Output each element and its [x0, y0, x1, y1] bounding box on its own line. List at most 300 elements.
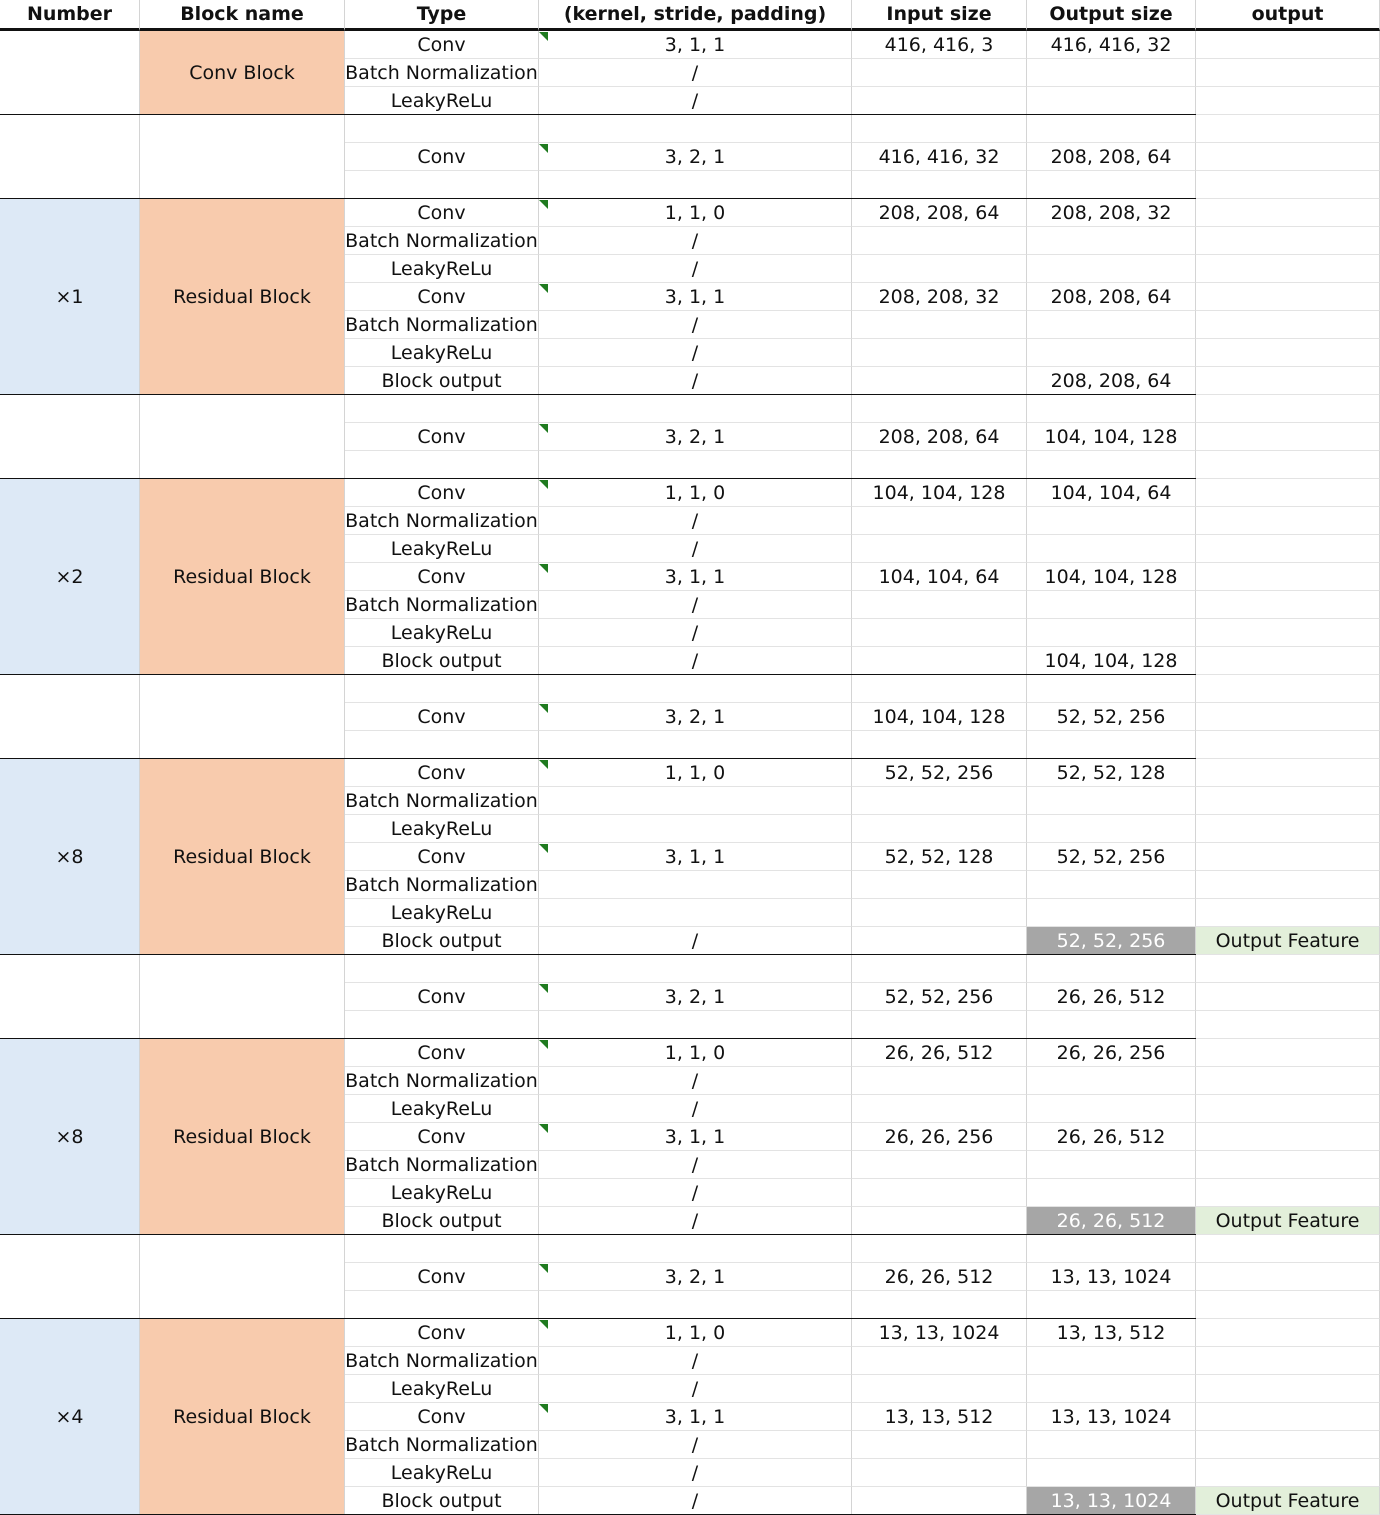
- input-size-cell[interactable]: [852, 367, 1027, 395]
- layer-type-cell[interactable]: LeakyReLu: [345, 815, 539, 843]
- output-feature-cell[interactable]: [1196, 1319, 1380, 1347]
- input-size-cell[interactable]: [852, 115, 1027, 143]
- block-name-cell[interactable]: [140, 395, 345, 479]
- output-feature-cell[interactable]: [1196, 843, 1380, 871]
- output-feature-cell[interactable]: [1196, 1347, 1380, 1375]
- layer-type-cell[interactable]: LeakyReLu: [345, 1179, 539, 1207]
- output-size-cell[interactable]: [1027, 1347, 1196, 1375]
- kernel-stride-padding-cell[interactable]: /: [539, 1207, 852, 1235]
- layer-type-cell[interactable]: Conv: [345, 703, 539, 731]
- output-feature-cell[interactable]: Output Feature: [1196, 927, 1380, 955]
- comment-indicator-icon[interactable]: [539, 1404, 548, 1413]
- output-feature-cell[interactable]: [1196, 31, 1380, 59]
- output-size-cell[interactable]: [1027, 731, 1196, 759]
- layer-type-cell[interactable]: [345, 451, 539, 479]
- output-size-cell[interactable]: [1027, 507, 1196, 535]
- output-feature-cell[interactable]: [1196, 395, 1380, 423]
- kernel-stride-padding-cell[interactable]: /: [539, 619, 852, 647]
- comment-indicator-icon[interactable]: [539, 1040, 548, 1049]
- layer-type-cell[interactable]: Block output: [345, 647, 539, 675]
- output-feature-cell[interactable]: [1196, 731, 1380, 759]
- comment-indicator-icon[interactable]: [539, 564, 548, 573]
- output-size-cell[interactable]: 208, 208, 64: [1027, 283, 1196, 311]
- kernel-stride-padding-cell[interactable]: /: [539, 1375, 852, 1403]
- kernel-stride-padding-cell[interactable]: 3, 2, 1: [539, 983, 852, 1011]
- kernel-stride-padding-cell[interactable]: 3, 2, 1: [539, 423, 852, 451]
- input-size-cell[interactable]: [852, 871, 1027, 899]
- kernel-stride-padding-cell[interactable]: /: [539, 507, 852, 535]
- input-size-cell[interactable]: 104, 104, 128: [852, 479, 1027, 507]
- output-size-cell[interactable]: [1027, 1431, 1196, 1459]
- output-feature-cell[interactable]: [1196, 619, 1380, 647]
- output-size-cell[interactable]: [1027, 311, 1196, 339]
- block-name-cell[interactable]: [140, 115, 345, 199]
- input-size-cell[interactable]: 208, 208, 64: [852, 199, 1027, 227]
- input-size-cell[interactable]: [852, 339, 1027, 367]
- input-size-cell[interactable]: [852, 535, 1027, 563]
- input-size-cell[interactable]: [852, 1487, 1027, 1515]
- output-feature-cell[interactable]: [1196, 339, 1380, 367]
- comment-indicator-icon[interactable]: [539, 984, 548, 993]
- layer-type-cell[interactable]: LeakyReLu: [345, 1459, 539, 1487]
- layer-type-cell[interactable]: Batch Normalization: [345, 59, 539, 87]
- header-output-size[interactable]: Output size: [1027, 0, 1196, 31]
- block-name-cell[interactable]: [140, 1235, 345, 1319]
- block-name-cell[interactable]: [140, 675, 345, 759]
- kernel-stride-padding-cell[interactable]: 3, 1, 1: [539, 31, 852, 59]
- block-name-cell[interactable]: Residual Block: [140, 479, 345, 675]
- comment-indicator-icon[interactable]: [539, 844, 548, 853]
- output-feature-cell[interactable]: [1196, 1011, 1380, 1039]
- kernel-stride-padding-cell[interactable]: /: [539, 647, 852, 675]
- kernel-stride-padding-cell[interactable]: /: [539, 927, 852, 955]
- output-size-cell[interactable]: [1027, 1095, 1196, 1123]
- output-feature-cell[interactable]: [1196, 423, 1380, 451]
- layer-type-cell[interactable]: Conv: [345, 1319, 539, 1347]
- block-name-cell[interactable]: Residual Block: [140, 199, 345, 395]
- kernel-stride-padding-cell[interactable]: 3, 1, 1: [539, 283, 852, 311]
- kernel-stride-padding-cell[interactable]: /: [539, 1431, 852, 1459]
- output-feature-cell[interactable]: [1196, 983, 1380, 1011]
- layer-type-cell[interactable]: Batch Normalization: [345, 1151, 539, 1179]
- header-params[interactable]: (kernel, stride, padding): [539, 0, 852, 31]
- kernel-stride-padding-cell[interactable]: /: [539, 535, 852, 563]
- block-number-cell[interactable]: ×8: [0, 1039, 140, 1235]
- output-size-cell[interactable]: 13, 13, 1024: [1027, 1487, 1196, 1515]
- layer-type-cell[interactable]: Batch Normalization: [345, 1067, 539, 1095]
- layer-type-cell[interactable]: LeakyReLu: [345, 339, 539, 367]
- layer-type-cell[interactable]: Block output: [345, 367, 539, 395]
- comment-indicator-icon[interactable]: [539, 424, 548, 433]
- output-size-cell[interactable]: 26, 26, 256: [1027, 1039, 1196, 1067]
- layer-type-cell[interactable]: [345, 1235, 539, 1263]
- input-size-cell[interactable]: [852, 1431, 1027, 1459]
- output-size-cell[interactable]: [1027, 1235, 1196, 1263]
- output-size-cell[interactable]: 13, 13, 512: [1027, 1319, 1196, 1347]
- output-feature-cell[interactable]: [1196, 1123, 1380, 1151]
- output-feature-cell[interactable]: [1196, 759, 1380, 787]
- header-type[interactable]: Type: [345, 0, 539, 31]
- output-size-cell[interactable]: [1027, 227, 1196, 255]
- layer-type-cell[interactable]: Conv: [345, 143, 539, 171]
- kernel-stride-padding-cell[interactable]: 3, 2, 1: [539, 703, 852, 731]
- input-size-cell[interactable]: 104, 104, 64: [852, 563, 1027, 591]
- output-feature-cell[interactable]: [1196, 283, 1380, 311]
- kernel-stride-padding-cell[interactable]: [539, 815, 852, 843]
- input-size-cell[interactable]: 52, 52, 256: [852, 983, 1027, 1011]
- input-size-cell[interactable]: [852, 647, 1027, 675]
- comment-indicator-icon[interactable]: [539, 704, 548, 713]
- output-size-cell[interactable]: 104, 104, 64: [1027, 479, 1196, 507]
- input-size-cell[interactable]: [852, 591, 1027, 619]
- comment-indicator-icon[interactable]: [539, 1124, 548, 1133]
- layer-type-cell[interactable]: Conv: [345, 1403, 539, 1431]
- output-size-cell[interactable]: 208, 208, 64: [1027, 143, 1196, 171]
- layer-type-cell[interactable]: LeakyReLu: [345, 1095, 539, 1123]
- output-size-cell[interactable]: 52, 52, 256: [1027, 843, 1196, 871]
- output-size-cell[interactable]: [1027, 955, 1196, 983]
- kernel-stride-padding-cell[interactable]: 3, 1, 1: [539, 843, 852, 871]
- input-size-cell[interactable]: [852, 1151, 1027, 1179]
- output-feature-cell[interactable]: [1196, 59, 1380, 87]
- kernel-stride-padding-cell[interactable]: 1, 1, 0: [539, 479, 852, 507]
- output-size-cell[interactable]: [1027, 171, 1196, 199]
- input-size-cell[interactable]: [852, 1375, 1027, 1403]
- output-size-cell[interactable]: 416, 416, 32: [1027, 31, 1196, 59]
- kernel-stride-padding-cell[interactable]: /: [539, 591, 852, 619]
- kernel-stride-padding-cell[interactable]: [539, 955, 852, 983]
- kernel-stride-padding-cell[interactable]: /: [539, 59, 852, 87]
- output-feature-cell[interactable]: [1196, 787, 1380, 815]
- layer-type-cell[interactable]: Batch Normalization: [345, 1347, 539, 1375]
- output-feature-cell[interactable]: [1196, 703, 1380, 731]
- input-size-cell[interactable]: 52, 52, 128: [852, 843, 1027, 871]
- output-feature-cell[interactable]: [1196, 227, 1380, 255]
- layer-type-cell[interactable]: Batch Normalization: [345, 507, 539, 535]
- input-size-cell[interactable]: [852, 1067, 1027, 1095]
- output-size-cell[interactable]: 26, 26, 512: [1027, 1123, 1196, 1151]
- output-feature-cell[interactable]: [1196, 815, 1380, 843]
- output-feature-cell[interactable]: [1196, 1067, 1380, 1095]
- kernel-stride-padding-cell[interactable]: /: [539, 367, 852, 395]
- output-feature-cell[interactable]: [1196, 955, 1380, 983]
- kernel-stride-padding-cell[interactable]: [539, 787, 852, 815]
- block-name-cell[interactable]: [140, 955, 345, 1039]
- layer-type-cell[interactable]: Batch Normalization: [345, 1431, 539, 1459]
- block-number-cell[interactable]: [0, 395, 140, 479]
- header-input-size[interactable]: Input size: [852, 0, 1027, 31]
- input-size-cell[interactable]: [852, 311, 1027, 339]
- output-size-cell[interactable]: [1027, 1011, 1196, 1039]
- output-feature-cell[interactable]: [1196, 507, 1380, 535]
- output-feature-cell[interactable]: [1196, 899, 1380, 927]
- output-feature-cell[interactable]: [1196, 1039, 1380, 1067]
- kernel-stride-padding-cell[interactable]: [539, 871, 852, 899]
- kernel-stride-padding-cell[interactable]: 1, 1, 0: [539, 1319, 852, 1347]
- kernel-stride-padding-cell[interactable]: /: [539, 1067, 852, 1095]
- input-size-cell[interactable]: 208, 208, 32: [852, 283, 1027, 311]
- kernel-stride-padding-cell[interactable]: /: [539, 1459, 852, 1487]
- output-feature-cell[interactable]: [1196, 563, 1380, 591]
- output-feature-cell[interactable]: [1196, 871, 1380, 899]
- layer-type-cell[interactable]: [345, 1011, 539, 1039]
- output-size-cell[interactable]: [1027, 59, 1196, 87]
- block-number-cell[interactable]: [0, 675, 140, 759]
- output-size-cell[interactable]: 208, 208, 32: [1027, 199, 1196, 227]
- kernel-stride-padding-cell[interactable]: [539, 1291, 852, 1319]
- layer-type-cell[interactable]: Conv: [345, 479, 539, 507]
- layer-type-cell[interactable]: Batch Normalization: [345, 311, 539, 339]
- block-name-cell[interactable]: Residual Block: [140, 759, 345, 955]
- header-output[interactable]: output: [1196, 0, 1380, 31]
- kernel-stride-padding-cell[interactable]: 3, 2, 1: [539, 1263, 852, 1291]
- input-size-cell[interactable]: [852, 1347, 1027, 1375]
- output-size-cell[interactable]: 13, 13, 1024: [1027, 1403, 1196, 1431]
- layer-type-cell[interactable]: Conv: [345, 1123, 539, 1151]
- layer-type-cell[interactable]: Batch Normalization: [345, 787, 539, 815]
- output-size-cell[interactable]: [1027, 115, 1196, 143]
- output-size-cell[interactable]: [1027, 815, 1196, 843]
- input-size-cell[interactable]: 416, 416, 32: [852, 143, 1027, 171]
- layer-type-cell[interactable]: Conv: [345, 1039, 539, 1067]
- layer-type-cell[interactable]: Conv: [345, 1263, 539, 1291]
- output-feature-cell[interactable]: [1196, 1403, 1380, 1431]
- kernel-stride-padding-cell[interactable]: [539, 675, 852, 703]
- kernel-stride-padding-cell[interactable]: 3, 1, 1: [539, 563, 852, 591]
- input-size-cell[interactable]: [852, 1011, 1027, 1039]
- layer-type-cell[interactable]: Conv: [345, 31, 539, 59]
- output-size-cell[interactable]: [1027, 1291, 1196, 1319]
- output-size-cell[interactable]: [1027, 787, 1196, 815]
- block-number-cell[interactable]: [0, 31, 140, 115]
- layer-type-cell[interactable]: Block output: [345, 927, 539, 955]
- input-size-cell[interactable]: [852, 1095, 1027, 1123]
- output-feature-cell[interactable]: [1196, 535, 1380, 563]
- layer-type-cell[interactable]: [345, 731, 539, 759]
- output-feature-cell[interactable]: [1196, 87, 1380, 115]
- input-size-cell[interactable]: 52, 52, 256: [852, 759, 1027, 787]
- input-size-cell[interactable]: [852, 1459, 1027, 1487]
- output-size-cell[interactable]: 104, 104, 128: [1027, 423, 1196, 451]
- output-feature-cell[interactable]: [1196, 479, 1380, 507]
- output-feature-cell[interactable]: [1196, 367, 1380, 395]
- output-feature-cell[interactable]: [1196, 1375, 1380, 1403]
- input-size-cell[interactable]: [852, 227, 1027, 255]
- kernel-stride-padding-cell[interactable]: [539, 1235, 852, 1263]
- output-size-cell[interactable]: [1027, 1151, 1196, 1179]
- input-size-cell[interactable]: [852, 731, 1027, 759]
- output-size-cell[interactable]: [1027, 675, 1196, 703]
- output-feature-cell[interactable]: [1196, 255, 1380, 283]
- kernel-stride-padding-cell[interactable]: /: [539, 1347, 852, 1375]
- layer-type-cell[interactable]: [345, 955, 539, 983]
- output-feature-cell[interactable]: [1196, 311, 1380, 339]
- output-size-cell[interactable]: 13, 13, 1024: [1027, 1263, 1196, 1291]
- kernel-stride-padding-cell[interactable]: [539, 1011, 852, 1039]
- output-size-cell[interactable]: [1027, 395, 1196, 423]
- output-size-cell[interactable]: 52, 52, 128: [1027, 759, 1196, 787]
- input-size-cell[interactable]: 416, 416, 3: [852, 31, 1027, 59]
- output-size-cell[interactable]: 104, 104, 128: [1027, 647, 1196, 675]
- input-size-cell[interactable]: [852, 255, 1027, 283]
- output-size-cell[interactable]: [1027, 619, 1196, 647]
- output-size-cell[interactable]: [1027, 339, 1196, 367]
- comment-indicator-icon[interactable]: [539, 144, 548, 153]
- kernel-stride-padding-cell[interactable]: 1, 1, 0: [539, 199, 852, 227]
- kernel-stride-padding-cell[interactable]: /: [539, 339, 852, 367]
- input-size-cell[interactable]: 26, 26, 512: [852, 1039, 1027, 1067]
- layer-type-cell[interactable]: Batch Normalization: [345, 227, 539, 255]
- kernel-stride-padding-cell[interactable]: 3, 2, 1: [539, 143, 852, 171]
- kernel-stride-padding-cell[interactable]: /: [539, 87, 852, 115]
- kernel-stride-padding-cell[interactable]: /: [539, 227, 852, 255]
- input-size-cell[interactable]: [852, 1235, 1027, 1263]
- layer-type-cell[interactable]: Conv: [345, 843, 539, 871]
- input-size-cell[interactable]: [852, 395, 1027, 423]
- input-size-cell[interactable]: [852, 927, 1027, 955]
- output-feature-cell[interactable]: [1196, 591, 1380, 619]
- layer-type-cell[interactable]: [345, 171, 539, 199]
- layer-type-cell[interactable]: Conv: [345, 983, 539, 1011]
- layer-type-cell[interactable]: LeakyReLu: [345, 87, 539, 115]
- output-feature-cell[interactable]: [1196, 647, 1380, 675]
- input-size-cell[interactable]: [852, 87, 1027, 115]
- output-feature-cell[interactable]: [1196, 1459, 1380, 1487]
- block-name-cell[interactable]: Residual Block: [140, 1039, 345, 1235]
- output-size-cell[interactable]: [1027, 451, 1196, 479]
- kernel-stride-padding-cell[interactable]: /: [539, 1487, 852, 1515]
- output-size-cell[interactable]: [1027, 1459, 1196, 1487]
- output-size-cell[interactable]: [1027, 1375, 1196, 1403]
- input-size-cell[interactable]: 26, 26, 512: [852, 1263, 1027, 1291]
- output-feature-cell[interactable]: [1196, 1179, 1380, 1207]
- output-feature-cell[interactable]: [1196, 1263, 1380, 1291]
- kernel-stride-padding-cell[interactable]: /: [539, 1095, 852, 1123]
- output-size-cell[interactable]: [1027, 1179, 1196, 1207]
- output-feature-cell[interactable]: [1196, 199, 1380, 227]
- output-feature-cell[interactable]: [1196, 675, 1380, 703]
- kernel-stride-padding-cell[interactable]: 1, 1, 0: [539, 1039, 852, 1067]
- input-size-cell[interactable]: [852, 1179, 1027, 1207]
- layer-type-cell[interactable]: LeakyReLu: [345, 619, 539, 647]
- kernel-stride-padding-cell[interactable]: /: [539, 1151, 852, 1179]
- block-number-cell[interactable]: [0, 1235, 140, 1319]
- input-size-cell[interactable]: [852, 619, 1027, 647]
- output-size-cell[interactable]: 208, 208, 64: [1027, 367, 1196, 395]
- kernel-stride-padding-cell[interactable]: [539, 395, 852, 423]
- output-feature-cell[interactable]: [1196, 1235, 1380, 1263]
- input-size-cell[interactable]: [852, 815, 1027, 843]
- layer-type-cell[interactable]: [345, 395, 539, 423]
- output-feature-cell[interactable]: Output Feature: [1196, 1207, 1380, 1235]
- layer-type-cell[interactable]: [345, 675, 539, 703]
- layer-type-cell[interactable]: Block output: [345, 1207, 539, 1235]
- layer-type-cell[interactable]: Batch Normalization: [345, 591, 539, 619]
- block-name-cell[interactable]: Residual Block: [140, 1319, 345, 1515]
- input-size-cell[interactable]: 208, 208, 64: [852, 423, 1027, 451]
- comment-indicator-icon[interactable]: [539, 284, 548, 293]
- layer-type-cell[interactable]: Conv: [345, 199, 539, 227]
- layer-type-cell[interactable]: [345, 115, 539, 143]
- input-size-cell[interactable]: [852, 1207, 1027, 1235]
- output-feature-cell[interactable]: [1196, 115, 1380, 143]
- output-feature-cell[interactable]: [1196, 143, 1380, 171]
- block-name-cell[interactable]: Conv Block: [140, 31, 345, 115]
- output-size-cell[interactable]: [1027, 591, 1196, 619]
- kernel-stride-padding-cell[interactable]: 1, 1, 0: [539, 759, 852, 787]
- block-number-cell[interactable]: [0, 955, 140, 1039]
- layer-type-cell[interactable]: Conv: [345, 563, 539, 591]
- input-size-cell[interactable]: [852, 451, 1027, 479]
- output-size-cell[interactable]: [1027, 255, 1196, 283]
- comment-indicator-icon[interactable]: [539, 760, 548, 769]
- kernel-stride-padding-cell[interactable]: 3, 1, 1: [539, 1403, 852, 1431]
- output-size-cell[interactable]: 26, 26, 512: [1027, 983, 1196, 1011]
- output-feature-cell[interactable]: Output Feature: [1196, 1487, 1380, 1515]
- output-size-cell[interactable]: 26, 26, 512: [1027, 1207, 1196, 1235]
- input-size-cell[interactable]: [852, 899, 1027, 927]
- block-number-cell[interactable]: ×2: [0, 479, 140, 675]
- output-size-cell[interactable]: [1027, 871, 1196, 899]
- output-size-cell[interactable]: [1027, 87, 1196, 115]
- comment-indicator-icon[interactable]: [539, 200, 548, 209]
- kernel-stride-padding-cell[interactable]: /: [539, 1179, 852, 1207]
- layer-type-cell[interactable]: Block output: [345, 1487, 539, 1515]
- kernel-stride-padding-cell[interactable]: [539, 451, 852, 479]
- input-size-cell[interactable]: [852, 171, 1027, 199]
- input-size-cell[interactable]: [852, 1291, 1027, 1319]
- output-size-cell[interactable]: [1027, 535, 1196, 563]
- kernel-stride-padding-cell[interactable]: /: [539, 311, 852, 339]
- layer-type-cell[interactable]: Conv: [345, 283, 539, 311]
- layer-type-cell[interactable]: LeakyReLu: [345, 1375, 539, 1403]
- input-size-cell[interactable]: [852, 787, 1027, 815]
- input-size-cell[interactable]: 26, 26, 256: [852, 1123, 1027, 1151]
- input-size-cell[interactable]: 104, 104, 128: [852, 703, 1027, 731]
- header-number[interactable]: Number: [0, 0, 140, 31]
- layer-type-cell[interactable]: LeakyReLu: [345, 255, 539, 283]
- comment-indicator-icon[interactable]: [539, 1320, 548, 1329]
- layer-type-cell[interactable]: Conv: [345, 759, 539, 787]
- kernel-stride-padding-cell[interactable]: [539, 115, 852, 143]
- input-size-cell[interactable]: [852, 59, 1027, 87]
- kernel-stride-padding-cell[interactable]: [539, 171, 852, 199]
- layer-type-cell[interactable]: LeakyReLu: [345, 535, 539, 563]
- layer-type-cell[interactable]: [345, 1291, 539, 1319]
- input-size-cell[interactable]: [852, 507, 1027, 535]
- output-size-cell[interactable]: 104, 104, 128: [1027, 563, 1196, 591]
- input-size-cell[interactable]: [852, 675, 1027, 703]
- input-size-cell[interactable]: [852, 955, 1027, 983]
- header-block-name[interactable]: Block name: [140, 0, 345, 31]
- output-feature-cell[interactable]: [1196, 1095, 1380, 1123]
- layer-type-cell[interactable]: Batch Normalization: [345, 871, 539, 899]
- comment-indicator-icon[interactable]: [539, 1264, 548, 1273]
- input-size-cell[interactable]: 13, 13, 512: [852, 1403, 1027, 1431]
- block-number-cell[interactable]: [0, 115, 140, 199]
- layer-type-cell[interactable]: LeakyReLu: [345, 899, 539, 927]
- kernel-stride-padding-cell[interactable]: [539, 731, 852, 759]
- output-size-cell[interactable]: 52, 52, 256: [1027, 703, 1196, 731]
- block-number-cell[interactable]: ×4: [0, 1319, 140, 1515]
- output-size-cell[interactable]: 52, 52, 256: [1027, 927, 1196, 955]
- kernel-stride-padding-cell[interactable]: [539, 899, 852, 927]
- block-number-cell[interactable]: ×1: [0, 199, 140, 395]
- block-number-cell[interactable]: ×8: [0, 759, 140, 955]
- input-size-cell[interactable]: 13, 13, 1024: [852, 1319, 1027, 1347]
- output-feature-cell[interactable]: [1196, 171, 1380, 199]
- layer-type-cell[interactable]: Conv: [345, 423, 539, 451]
